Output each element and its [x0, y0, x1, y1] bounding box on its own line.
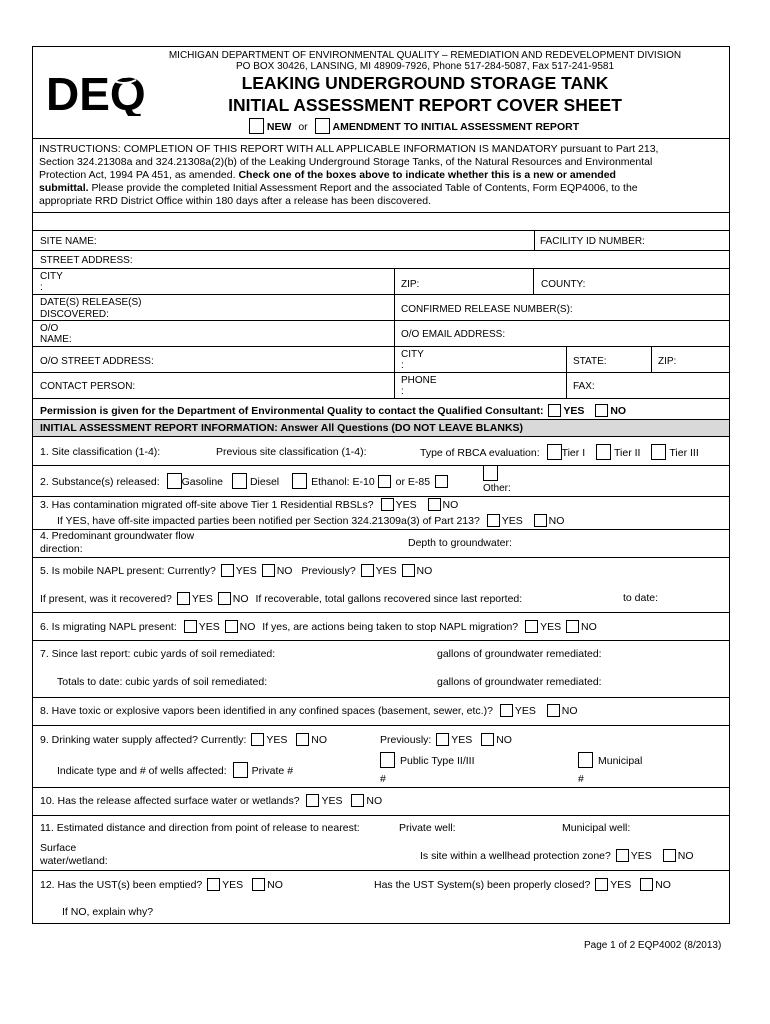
rule: [32, 870, 730, 871]
q12-yes-checkbox[interactable]: [207, 878, 220, 891]
no-label: NO: [366, 795, 383, 807]
q5-current-yes-checkbox[interactable]: [221, 564, 234, 577]
q6-actions-yes-checkbox[interactable]: [525, 620, 538, 633]
q3-label: 3. Has contamination migrated off-site above Tier 1 Residential RBSLs?: [40, 499, 374, 511]
zip2-label: ZIP:: [658, 356, 677, 367]
public-well-checkbox[interactable]: [380, 752, 395, 768]
q3-yes-checkbox[interactable]: [381, 498, 394, 511]
no-label: NO: [677, 850, 694, 862]
q11b-label-1: Surface: [40, 842, 77, 854]
permission-text: Permission is given for the Department of Environmental Quality to contact the Qualified Consultant:: [40, 405, 544, 417]
oo-street-label: O/O STREET ADDRESS:: [40, 356, 154, 367]
q5-previous-yes-checkbox[interactable]: [361, 564, 374, 577]
city-label: CITY: [40, 271, 63, 282]
q11-wellhead-no-checkbox[interactable]: [663, 849, 676, 862]
q1-previous-label: Previous site classification (1-4):: [216, 446, 367, 458]
q5-row: [40, 564, 432, 577]
rule: [32, 787, 730, 788]
other-label: Other:: [483, 483, 511, 494]
q6-no-checkbox[interactable]: [225, 620, 238, 633]
report-type-row: [249, 118, 579, 134]
street-address-label: STREET ADDRESS:: [40, 255, 133, 266]
q3b-row: [57, 514, 564, 527]
rule: [32, 697, 730, 698]
county-label: COUNTY:: [541, 279, 586, 290]
agency-line: MICHIGAN DEPARTMENT OF ENVIRONMENTAL QUALITY – REMEDIATION AND REDEVELOPMENT DIVISION: [168, 50, 682, 61]
fax-label: FAX:: [573, 381, 595, 392]
rule: [32, 230, 730, 231]
phone-label: PHONE: [401, 375, 437, 386]
q8-row: [40, 704, 578, 717]
state-label: STATE:: [573, 356, 607, 367]
no-label: NO: [442, 499, 459, 511]
q12-closed-label: Has the UST System(s) been properly closed?: [374, 879, 591, 891]
q9-current-yes-checkbox[interactable]: [251, 733, 264, 746]
q4-label-2: direction:: [40, 543, 83, 555]
rule: [32, 465, 730, 466]
private-label: Private #: [251, 765, 294, 777]
q5b-label: If present, was it recovered?: [40, 593, 172, 605]
permission-yes-checkbox[interactable]: [548, 404, 561, 417]
no-label: NO: [548, 515, 565, 527]
instructions-emphasis: submittal.: [39, 182, 89, 194]
q9-previous-yes-checkbox[interactable]: [436, 733, 449, 746]
tier3-label: Tier III: [669, 447, 699, 459]
title-line-2: INITIAL ASSESSMENT REPORT COVER SHEET: [228, 95, 622, 115]
q10-no-checkbox[interactable]: [351, 794, 364, 807]
rule: [32, 612, 730, 613]
rule: [394, 268, 395, 398]
yes-label: YES: [563, 405, 585, 417]
no-label: NO: [276, 565, 293, 577]
yes-label: YES: [375, 565, 397, 577]
e10-checkbox[interactable]: [378, 475, 391, 488]
q9-label: 9. Drinking water supply affected? Currently:: [40, 734, 247, 746]
q2-row: [40, 473, 450, 489]
q5b-todate-label: to date:: [623, 592, 659, 604]
no-label: NO: [239, 621, 256, 633]
no-label: NO: [416, 565, 433, 577]
public-label: Public Type II/III: [400, 755, 475, 767]
rule: [32, 815, 730, 816]
tier1-checkbox[interactable]: [547, 444, 562, 460]
permission-no-checkbox[interactable]: [595, 404, 608, 417]
q11-wellhead-yes-checkbox[interactable]: [616, 849, 629, 862]
contact-person-label: CONTACT PERSON:: [40, 381, 136, 392]
zip-label: ZIP:: [401, 279, 420, 290]
municipal-well-checkbox[interactable]: [578, 752, 593, 768]
q3b-label: If YES, have off-site impacted parties been notified per Section 324.21309a(3) of Part 213?: [57, 515, 480, 527]
rule: [32, 346, 730, 347]
oo-email-label: O/O EMAIL ADDRESS:: [401, 329, 506, 340]
rule: [32, 250, 730, 251]
q3b-yes-checkbox[interactable]: [487, 514, 500, 527]
q9-previous-row: [380, 733, 512, 746]
q3-row: [40, 498, 458, 511]
release-date-label-2: DISCOVERED:: [40, 309, 109, 320]
rule: [533, 268, 534, 294]
no-label: NO: [561, 705, 578, 717]
city2-colon: :: [401, 360, 404, 371]
q11b-label-2: water/wetland:: [40, 855, 108, 867]
ethanol-label: Ethanol: E-10: [311, 476, 375, 488]
q1-rbca-row: [420, 444, 699, 460]
q11-wellhead-row: [420, 849, 693, 862]
rule: [32, 294, 730, 295]
instructions-line-3: [39, 169, 616, 181]
q10-label: 10. Has the release affected surface water or wetlands?: [40, 795, 300, 807]
q9-previous-label: Previously:: [380, 734, 432, 746]
yes-label: YES: [514, 705, 536, 717]
q7-label: 7. Since last report: cubic yards of soil remediated:: [40, 648, 276, 660]
q8-yes-checkbox[interactable]: [500, 704, 513, 717]
q7-groundwater-label: gallons of groundwater remediated:: [437, 648, 602, 660]
rule: [534, 230, 535, 250]
q2-label: 2. Substance(s) released:: [40, 476, 160, 488]
section-title: INITIAL ASSESSMENT REPORT INFORMATION: Answer All Questions (DO NOT LEAVE BLANKS): [33, 419, 729, 437]
q9b-row: [57, 762, 293, 778]
city2-label: CITY: [401, 349, 424, 360]
q12-closed-row: [374, 878, 671, 891]
rule: [32, 138, 730, 139]
q5b-no-checkbox[interactable]: [218, 592, 231, 605]
new-label: NEW: [266, 121, 292, 133]
e85-checkbox[interactable]: [435, 475, 448, 488]
release-date-label-1: DATE(S) RELEASE(S): [40, 297, 142, 308]
no-label: NO: [496, 734, 512, 746]
yes-label: YES: [610, 879, 632, 891]
rule: [32, 496, 730, 497]
yes-label: YES: [235, 565, 257, 577]
q4-label-1: 4. Predominant groundwater flow: [40, 530, 195, 542]
no-label: NO: [267, 879, 283, 891]
instructions-line-4: [39, 182, 638, 194]
yes-label: YES: [395, 499, 417, 511]
title-line-1: LEAKING UNDERGROUND STORAGE TANK: [241, 73, 609, 93]
oo-name-label-2: NAME:: [40, 334, 72, 345]
q6-actions-label: If yes, are actions being taken to stop NAPL migration?: [262, 621, 519, 633]
e85-label: or E-85: [395, 476, 431, 488]
public-hash: #: [380, 773, 386, 785]
no-label: NO: [311, 734, 328, 746]
yes-label: YES: [501, 515, 523, 527]
q10-yes-checkbox[interactable]: [306, 794, 319, 807]
address-line: PO BOX 30426, LANSING, MI 48909-7926, Phone 517-284-5087, Fax 517-241-9581: [235, 61, 615, 72]
permission-row: [40, 404, 626, 417]
new-checkbox[interactable]: [249, 118, 264, 134]
q3b-no-checkbox[interactable]: [534, 514, 547, 527]
q5b-yes-checkbox[interactable]: [177, 592, 190, 605]
q12-row: [40, 878, 283, 891]
phone-colon: :: [401, 386, 404, 397]
yes-label: YES: [451, 734, 473, 746]
q5-previous-no-checkbox[interactable]: [402, 564, 415, 577]
rule: [32, 320, 730, 321]
no-label: NO: [581, 621, 597, 633]
q9-current-no-checkbox[interactable]: [296, 733, 309, 746]
rule: [32, 268, 730, 269]
q12b-label: If NO, explain why?: [62, 906, 154, 918]
instructions-text: Please provide the completed Initial Assessment Report and the associated Table of Contents, Form EQP4006, to the: [88, 182, 638, 194]
instructions-line-2: Section 324.21308a and 324.21308a(2)(b) of the Leaking Underground Storage Tanks, of the Natural Resources and Environmental: [39, 156, 653, 168]
amendment-label: AMENDMENT TO INITIAL ASSESSMENT REPORT: [332, 121, 580, 133]
q10-row: [40, 794, 382, 807]
tier3-checkbox[interactable]: [651, 444, 666, 460]
instructions-text: Protection Act, 1994 PA 451, as amended.: [39, 169, 239, 181]
gasoline-label: Gasoline: [181, 476, 224, 488]
yes-label: YES: [630, 850, 652, 862]
q9-row: [40, 733, 327, 746]
diesel-checkbox[interactable]: [232, 473, 247, 489]
q6-actions-no-checkbox[interactable]: [566, 620, 579, 633]
q7b-groundwater-label: gallons of groundwater remediated:: [437, 676, 602, 688]
q9b-label: Indicate type and # of wells affected:: [57, 765, 227, 777]
yes-label: YES: [321, 795, 343, 807]
rule: [32, 725, 730, 726]
q8-label: 8. Have toxic or explosive vapors been identified in any confined spaces (basement, sewer, etc.)?: [40, 705, 493, 717]
instructions-emphasis: Check one of the boxes above to indicate whether this is a new or amended: [238, 169, 616, 181]
q6-label: 6. Is migrating NAPL present:: [40, 621, 177, 633]
q12-no-checkbox[interactable]: [252, 878, 265, 891]
q4-depth-label: Depth to groundwater:: [408, 537, 512, 549]
logo-text: DEQ: [46, 68, 146, 116]
tier1-label: Tier I: [561, 447, 586, 459]
diesel-label: Diesel: [249, 476, 280, 488]
q1-label: 1. Site classification (1-4):: [40, 446, 161, 458]
yes-label: YES: [222, 879, 244, 891]
municipal-hash: #: [578, 773, 584, 785]
no-label: NO: [232, 593, 249, 605]
page-footer: Page 1 of 2 EQP4002 (8/2013): [584, 940, 722, 951]
q5-label: 5. Is mobile NAPL present: Currently?: [40, 565, 216, 577]
q5-previous-label: Previously?: [301, 565, 356, 577]
rule: [32, 212, 730, 213]
yes-label: YES: [266, 734, 288, 746]
q6-row: [40, 620, 597, 633]
site-name-label: SITE NAME:: [40, 236, 97, 247]
instructions-line-5: appropriate RRD District Office within 180 days after a release has been discovered.: [39, 195, 432, 207]
rule: [32, 557, 730, 558]
yes-label: YES: [191, 593, 213, 605]
municipal-label: Municipal: [598, 755, 643, 767]
q9-previous-no-checkbox[interactable]: [481, 733, 494, 746]
q11-municipal-label: Municipal well:: [562, 822, 631, 834]
q12-label: 12. Has the UST(s) been emptied?: [40, 879, 203, 891]
rule: [32, 398, 730, 399]
gasoline-checkbox[interactable]: [167, 473, 182, 489]
rule: [651, 346, 652, 372]
no-label: NO: [610, 405, 627, 417]
q1-rbca-label: Type of RBCA evaluation:: [420, 447, 540, 459]
q12-closed-yes-checkbox[interactable]: [595, 878, 608, 891]
q11-private-label: Private well:: [399, 822, 456, 834]
q5-current-no-checkbox[interactable]: [262, 564, 275, 577]
q5b-row: [40, 592, 522, 605]
q7b-label: Totals to date: cubic yards of soil remediated:: [57, 676, 268, 688]
q12-closed-no-checkbox[interactable]: [640, 878, 653, 891]
q3-no-checkbox[interactable]: [428, 498, 441, 511]
rule: [32, 640, 730, 641]
city-colon: :: [40, 282, 43, 293]
q6-yes-checkbox[interactable]: [184, 620, 197, 633]
yes-label: YES: [540, 621, 562, 633]
or-label: or: [298, 121, 308, 133]
private-well-checkbox[interactable]: [233, 762, 248, 778]
q11-label: 11. Estimated distance and direction from point of release to nearest:: [40, 822, 360, 834]
facility-id-label: FACILITY ID NUMBER:: [540, 236, 645, 247]
confirmed-release-label: CONFIRMED RELEASE NUMBER(S):: [401, 304, 573, 315]
q8-no-checkbox[interactable]: [547, 704, 560, 717]
tier2-checkbox[interactable]: [596, 444, 611, 460]
yes-label: YES: [198, 621, 220, 633]
rule: [32, 372, 730, 373]
instructions-line-1: INSTRUCTIONS: COMPLETION OF THIS REPORT WITH ALL APPLICABLE INFORMATION IS MANDATORY pursuant to Part 213,: [39, 143, 659, 155]
other-checkbox[interactable]: [483, 465, 498, 481]
q11-wellhead-label: Is site within a wellhead protection zone?: [420, 850, 611, 862]
ethanol-checkbox[interactable]: [292, 473, 307, 489]
amendment-checkbox[interactable]: [315, 118, 330, 134]
oo-name-label-1: O/O: [40, 323, 59, 334]
q5b-recovered-label: If recoverable, total gallons recovered since last reported:: [255, 593, 523, 605]
tier2-label: Tier II: [614, 447, 641, 459]
no-label: NO: [655, 879, 671, 891]
rule: [566, 346, 567, 398]
